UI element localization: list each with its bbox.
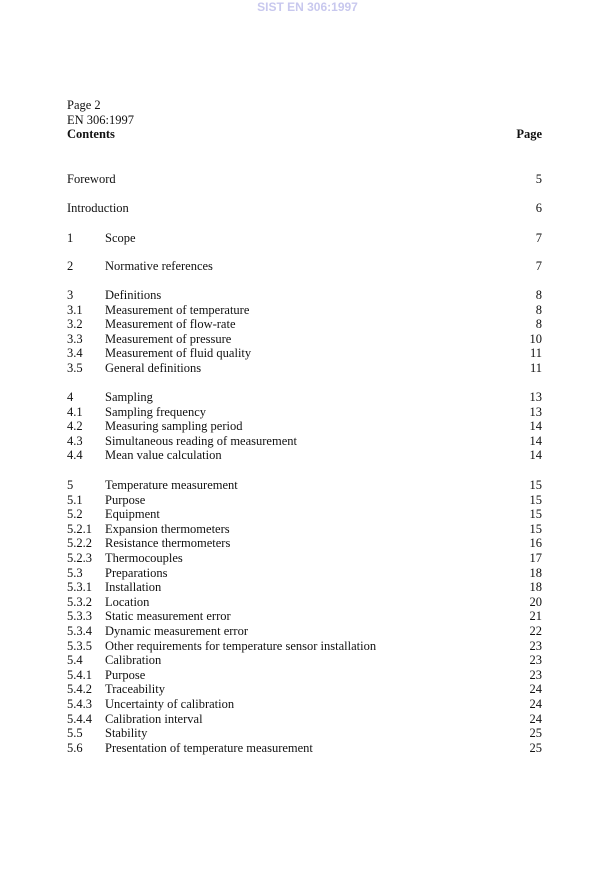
section-page: 14 [529, 433, 542, 448]
section-title: Uncertainty of calibration [105, 696, 235, 711]
section-page: 25 [529, 726, 542, 741]
section-number: 5.2 [67, 507, 83, 522]
section-page: 8 [535, 288, 542, 302]
section-page: 11 [529, 346, 542, 361]
toc-entry[interactable] [67, 580, 542, 595]
section-title: Measurement of flow-rate [105, 317, 236, 332]
section-page: 15 [529, 492, 542, 507]
toc-entry[interactable] [67, 668, 542, 683]
section-page: 14 [529, 448, 542, 463]
toc-entry[interactable] [67, 653, 542, 668]
section-page: 23 [529, 638, 542, 653]
section-page: 24 [529, 696, 542, 711]
section-number: 5 [67, 478, 74, 492]
section-number: 5.3.5 [67, 638, 92, 653]
toc-entry[interactable] [67, 624, 542, 639]
toc-group [67, 288, 542, 376]
section-title: Presentation of temperature measurement [105, 740, 313, 755]
section-number: 5.3 [67, 565, 83, 580]
section-title: Calibration interval [105, 711, 203, 726]
toc-entry[interactable] [67, 712, 542, 727]
section-number: 5.1 [67, 492, 83, 507]
toc-entry[interactable] [67, 231, 542, 246]
section-number: 3.2 [67, 317, 83, 332]
section-title: Mean value calculation [105, 448, 222, 463]
toc-entry[interactable] [67, 303, 542, 318]
toc-group [67, 231, 542, 246]
section-title: Location [105, 594, 150, 609]
section-page: 5 [535, 172, 542, 186]
section-number: 4 [67, 390, 74, 404]
section-number: 5.5 [67, 726, 83, 741]
section-title: Scope [105, 231, 136, 245]
toc-entry[interactable] [67, 172, 542, 187]
section-title: Calibration [105, 653, 162, 668]
section-number: 5.4.3 [67, 696, 92, 711]
section-page: 16 [529, 536, 542, 551]
section-title: Traceability [105, 682, 165, 697]
toc-entry[interactable] [67, 682, 542, 697]
section-page: 25 [529, 740, 542, 755]
section-page: 22 [529, 623, 542, 638]
section-page: 21 [529, 609, 542, 624]
section-title: Dynamic measurement error [105, 623, 248, 638]
section-number: 2 [67, 259, 74, 273]
section-page: 17 [529, 550, 542, 565]
section-title: Expansion thermometers [105, 521, 230, 536]
toc-entry[interactable] [67, 259, 542, 274]
toc-entry[interactable] [67, 346, 542, 361]
toc-entry[interactable] [67, 332, 542, 347]
section-title: Stability [105, 726, 148, 741]
contents-heading: Contents [67, 127, 115, 141]
toc-entry[interactable] [67, 639, 542, 654]
toc-entry[interactable] [67, 390, 542, 405]
section-number: 5.3.3 [67, 609, 92, 624]
toc-entry[interactable] [67, 741, 542, 756]
section-title: Simultaneous reading of measurement [105, 433, 297, 448]
toc-group [67, 172, 542, 187]
section-page: 10 [529, 331, 542, 346]
section-title: Measuring sampling period [105, 419, 243, 434]
section-page: 13 [529, 390, 542, 404]
section-number: 5.3.4 [67, 623, 92, 638]
section-title: Measurement of temperature [105, 302, 250, 317]
section-page: 8 [535, 302, 542, 317]
toc-entry[interactable] [67, 201, 542, 216]
toc-entry[interactable] [67, 522, 542, 537]
section-number: 3.5 [67, 360, 83, 375]
section-page: 7 [535, 231, 542, 245]
section-page: 23 [529, 653, 542, 668]
section-title: Preparations [105, 565, 168, 580]
section-title: Foreword [67, 172, 116, 186]
toc-entry[interactable] [67, 419, 542, 434]
section-page: 20 [529, 594, 542, 609]
page-header [67, 98, 134, 128]
section-number: 5.4 [67, 653, 83, 668]
standard-id: EN 306:1997 [67, 113, 135, 127]
toc-entry[interactable] [67, 288, 542, 303]
section-page: 6 [535, 201, 542, 215]
section-page: 15 [529, 478, 542, 492]
section-number: 5.6 [67, 740, 83, 755]
section-title: Installation [105, 580, 162, 595]
section-title: Purpose [105, 667, 146, 682]
section-page: 14 [529, 419, 542, 434]
toc-entry[interactable] [67, 493, 542, 508]
toc-entry[interactable] [67, 536, 542, 551]
section-title: General definitions [105, 360, 202, 375]
section-title: Definitions [105, 288, 162, 302]
toc-entry[interactable] [67, 507, 542, 522]
section-number: 4.3 [67, 433, 83, 448]
page-column-heading: Page [516, 127, 542, 141]
section-title: Introduction [67, 201, 129, 215]
section-number: 5.2.2 [67, 536, 92, 551]
section-title: Normative references [105, 259, 213, 273]
toc-entry[interactable] [67, 551, 542, 566]
section-page: 18 [529, 580, 542, 595]
section-title: Equipment [105, 507, 160, 522]
section-number: 3.1 [67, 302, 83, 317]
section-number: 4.1 [67, 404, 83, 419]
section-page: 15 [529, 507, 542, 522]
section-number: 5.4.2 [67, 682, 92, 697]
toc-entry[interactable] [67, 448, 542, 463]
watermark: SIST EN 306:1997 [257, 0, 358, 14]
toc-group [67, 201, 542, 216]
section-page: 15 [529, 521, 542, 536]
section-title: Resistance thermometers [105, 536, 231, 551]
toc-entry[interactable] [67, 609, 542, 624]
section-title: Static measurement error [105, 609, 231, 624]
section-number: 3.4 [67, 346, 83, 361]
section-number: 5.4.4 [67, 711, 92, 726]
toc-group [67, 478, 542, 755]
toc-group [67, 390, 542, 463]
toc-entry[interactable] [67, 566, 542, 581]
section-page: 24 [529, 682, 542, 697]
section-number: 5.4.1 [67, 667, 92, 682]
section-page: 7 [535, 259, 542, 273]
section-number: 3.3 [67, 331, 83, 346]
toc-entry[interactable] [67, 317, 542, 332]
section-page: 8 [535, 317, 542, 332]
section-title: Purpose [105, 492, 146, 507]
section-title: Measurement of pressure [105, 331, 232, 346]
section-number: 4.2 [67, 419, 83, 434]
section-number: 5.3.2 [67, 594, 92, 609]
section-title: Thermocouples [105, 550, 183, 565]
toc-entry[interactable] [67, 434, 542, 449]
section-page: 11 [529, 360, 542, 375]
toc-entry[interactable] [67, 595, 542, 610]
toc-group [67, 259, 542, 274]
section-number: 5.3.1 [67, 580, 92, 595]
section-title: Measurement of fluid quality [105, 346, 252, 361]
toc-entry[interactable] [67, 361, 542, 376]
section-number: 5.2.1 [67, 521, 92, 536]
section-title: Temperature measurement [105, 478, 238, 492]
section-number: 3 [67, 288, 74, 302]
section-number: 5.2.3 [67, 550, 92, 565]
toc-entry[interactable] [67, 405, 542, 420]
section-page: 23 [529, 667, 542, 682]
section-page: 18 [529, 565, 542, 580]
section-title: Sampling [105, 390, 153, 404]
toc-entry[interactable] [67, 478, 542, 493]
section-title: Other requirements for temperature sensor installation [105, 638, 377, 653]
toc-entry[interactable] [67, 726, 542, 741]
page-number: Page 2 [67, 98, 101, 112]
section-title: Sampling frequency [105, 404, 207, 419]
section-page: 24 [529, 711, 542, 726]
section-number: 1 [67, 231, 74, 245]
section-number: 4.4 [67, 448, 83, 463]
section-page: 13 [529, 404, 542, 419]
toc-entry[interactable] [67, 697, 542, 712]
